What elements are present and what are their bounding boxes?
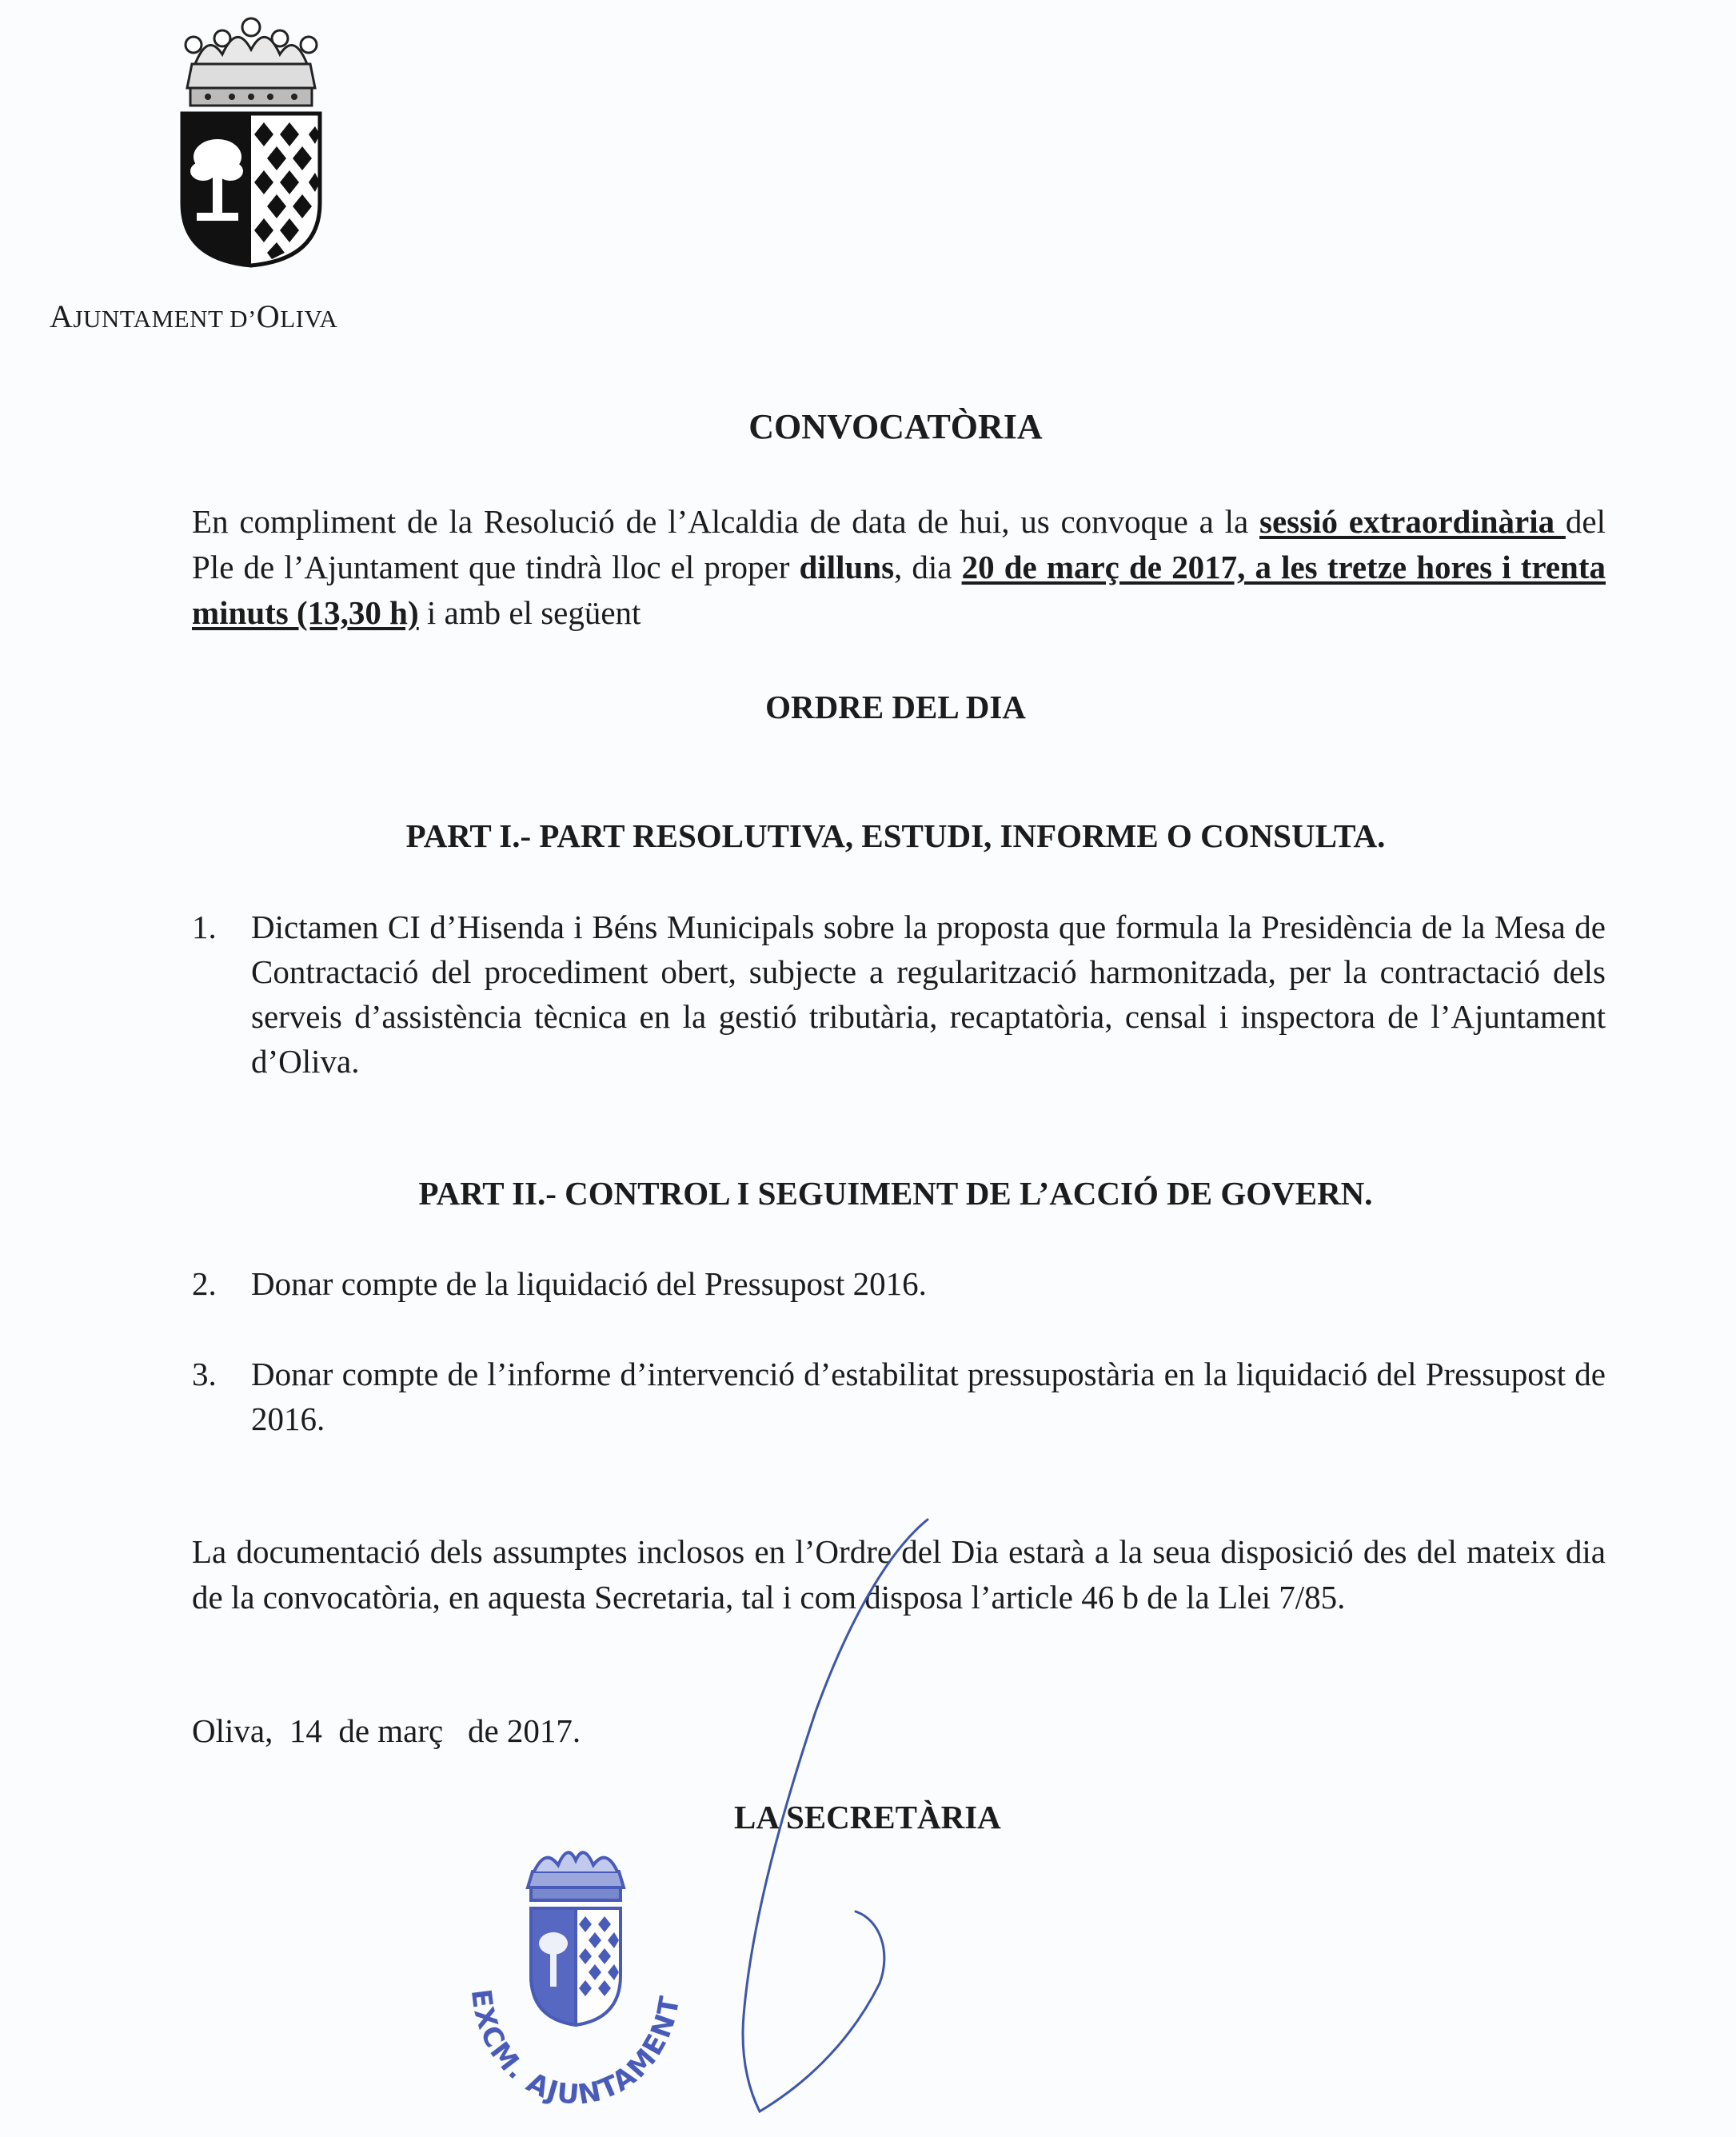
document-title: CONVOCATÒRIA <box>748 407 1043 446</box>
agenda-item <box>192 1261 1606 1306</box>
agenda-item-text: Donar compte de la liquidació del Pressupost 2016. <box>251 1265 927 1302</box>
official-seal-stamp <box>448 1839 704 2133</box>
agenda-item-number: 3. <box>192 1356 217 1392</box>
part-1-heading: PART I.- PART RESOLUTIVA, ESTUDI, INFORME O CONSULTA. <box>405 817 1386 854</box>
signatory-title: LA SECRETÀRIA <box>734 1799 1001 1835</box>
agenda-item-text: Dictamen CI d’Hisenda i Béns Municipals sobre la proposta que formula la Presidència de la Mesa de Contractació del procediment obert, subjecte a regularització harmonitzada, per la contractació dels serveis d’assistència tècnica en la gestió tributària, recaptatòria, censal i inspectora de l’Ajuntament d’Oliva. <box>251 909 1606 1080</box>
municipal-crest-logo <box>176 14 326 269</box>
agenda-title: ORDRE DEL DIA <box>765 689 1026 725</box>
svg-text:EXCM. AJUNTAMENT D’OLIVA: EXCM. AJUNTAMENT <box>464 1987 687 2111</box>
place-and-date: Oliva, 14 de març de 2017. <box>192 1712 581 1749</box>
agenda-item <box>192 905 1606 1084</box>
agenda-item <box>192 1352 1606 1441</box>
agenda-item-text: Donar compte de l’informe d’intervenció d’estabilitat pressupostària en la liquidació del Pressupost de 2016. <box>251 1356 1606 1437</box>
agenda-item-number: 2. <box>192 1265 217 1302</box>
session-type: sessió extraordinària <box>1259 503 1566 540</box>
weekday: dilluns <box>799 549 895 585</box>
closing-paragraph: La documentació dels assumptes inclosos en l’Ordre del Dia estarà a la seua disposició des del mateix dia de la convocatòria, en aquesta Secretaria, tal i com disposa l’article 46 b de la Llei 7/85. <box>192 1533 1606 1616</box>
organization-name: AJUNTAMENT D’OLIVA <box>50 298 338 334</box>
agenda-item-number: 1. <box>192 909 217 945</box>
session-date-time: 20 de març de 2017, a les tretze hores i trenta minuts (13,30 h) <box>192 549 1606 631</box>
part-2-heading: PART II.- CONTROL I SEGUIMENT DE L’ACCIÓ DE GOVERN. <box>418 1175 1373 1212</box>
intro-paragraph: En compliment de la Resolució de l’Alcaldia de data de hui, us convoque a la sessió extraordinària del Ple de l’Ajuntament que tindrà lloc el proper dilluns, dia 20 de març de 2017, a les tretze hores i trenta minuts (13,30 h) i amb el següent <box>192 503 1606 631</box>
